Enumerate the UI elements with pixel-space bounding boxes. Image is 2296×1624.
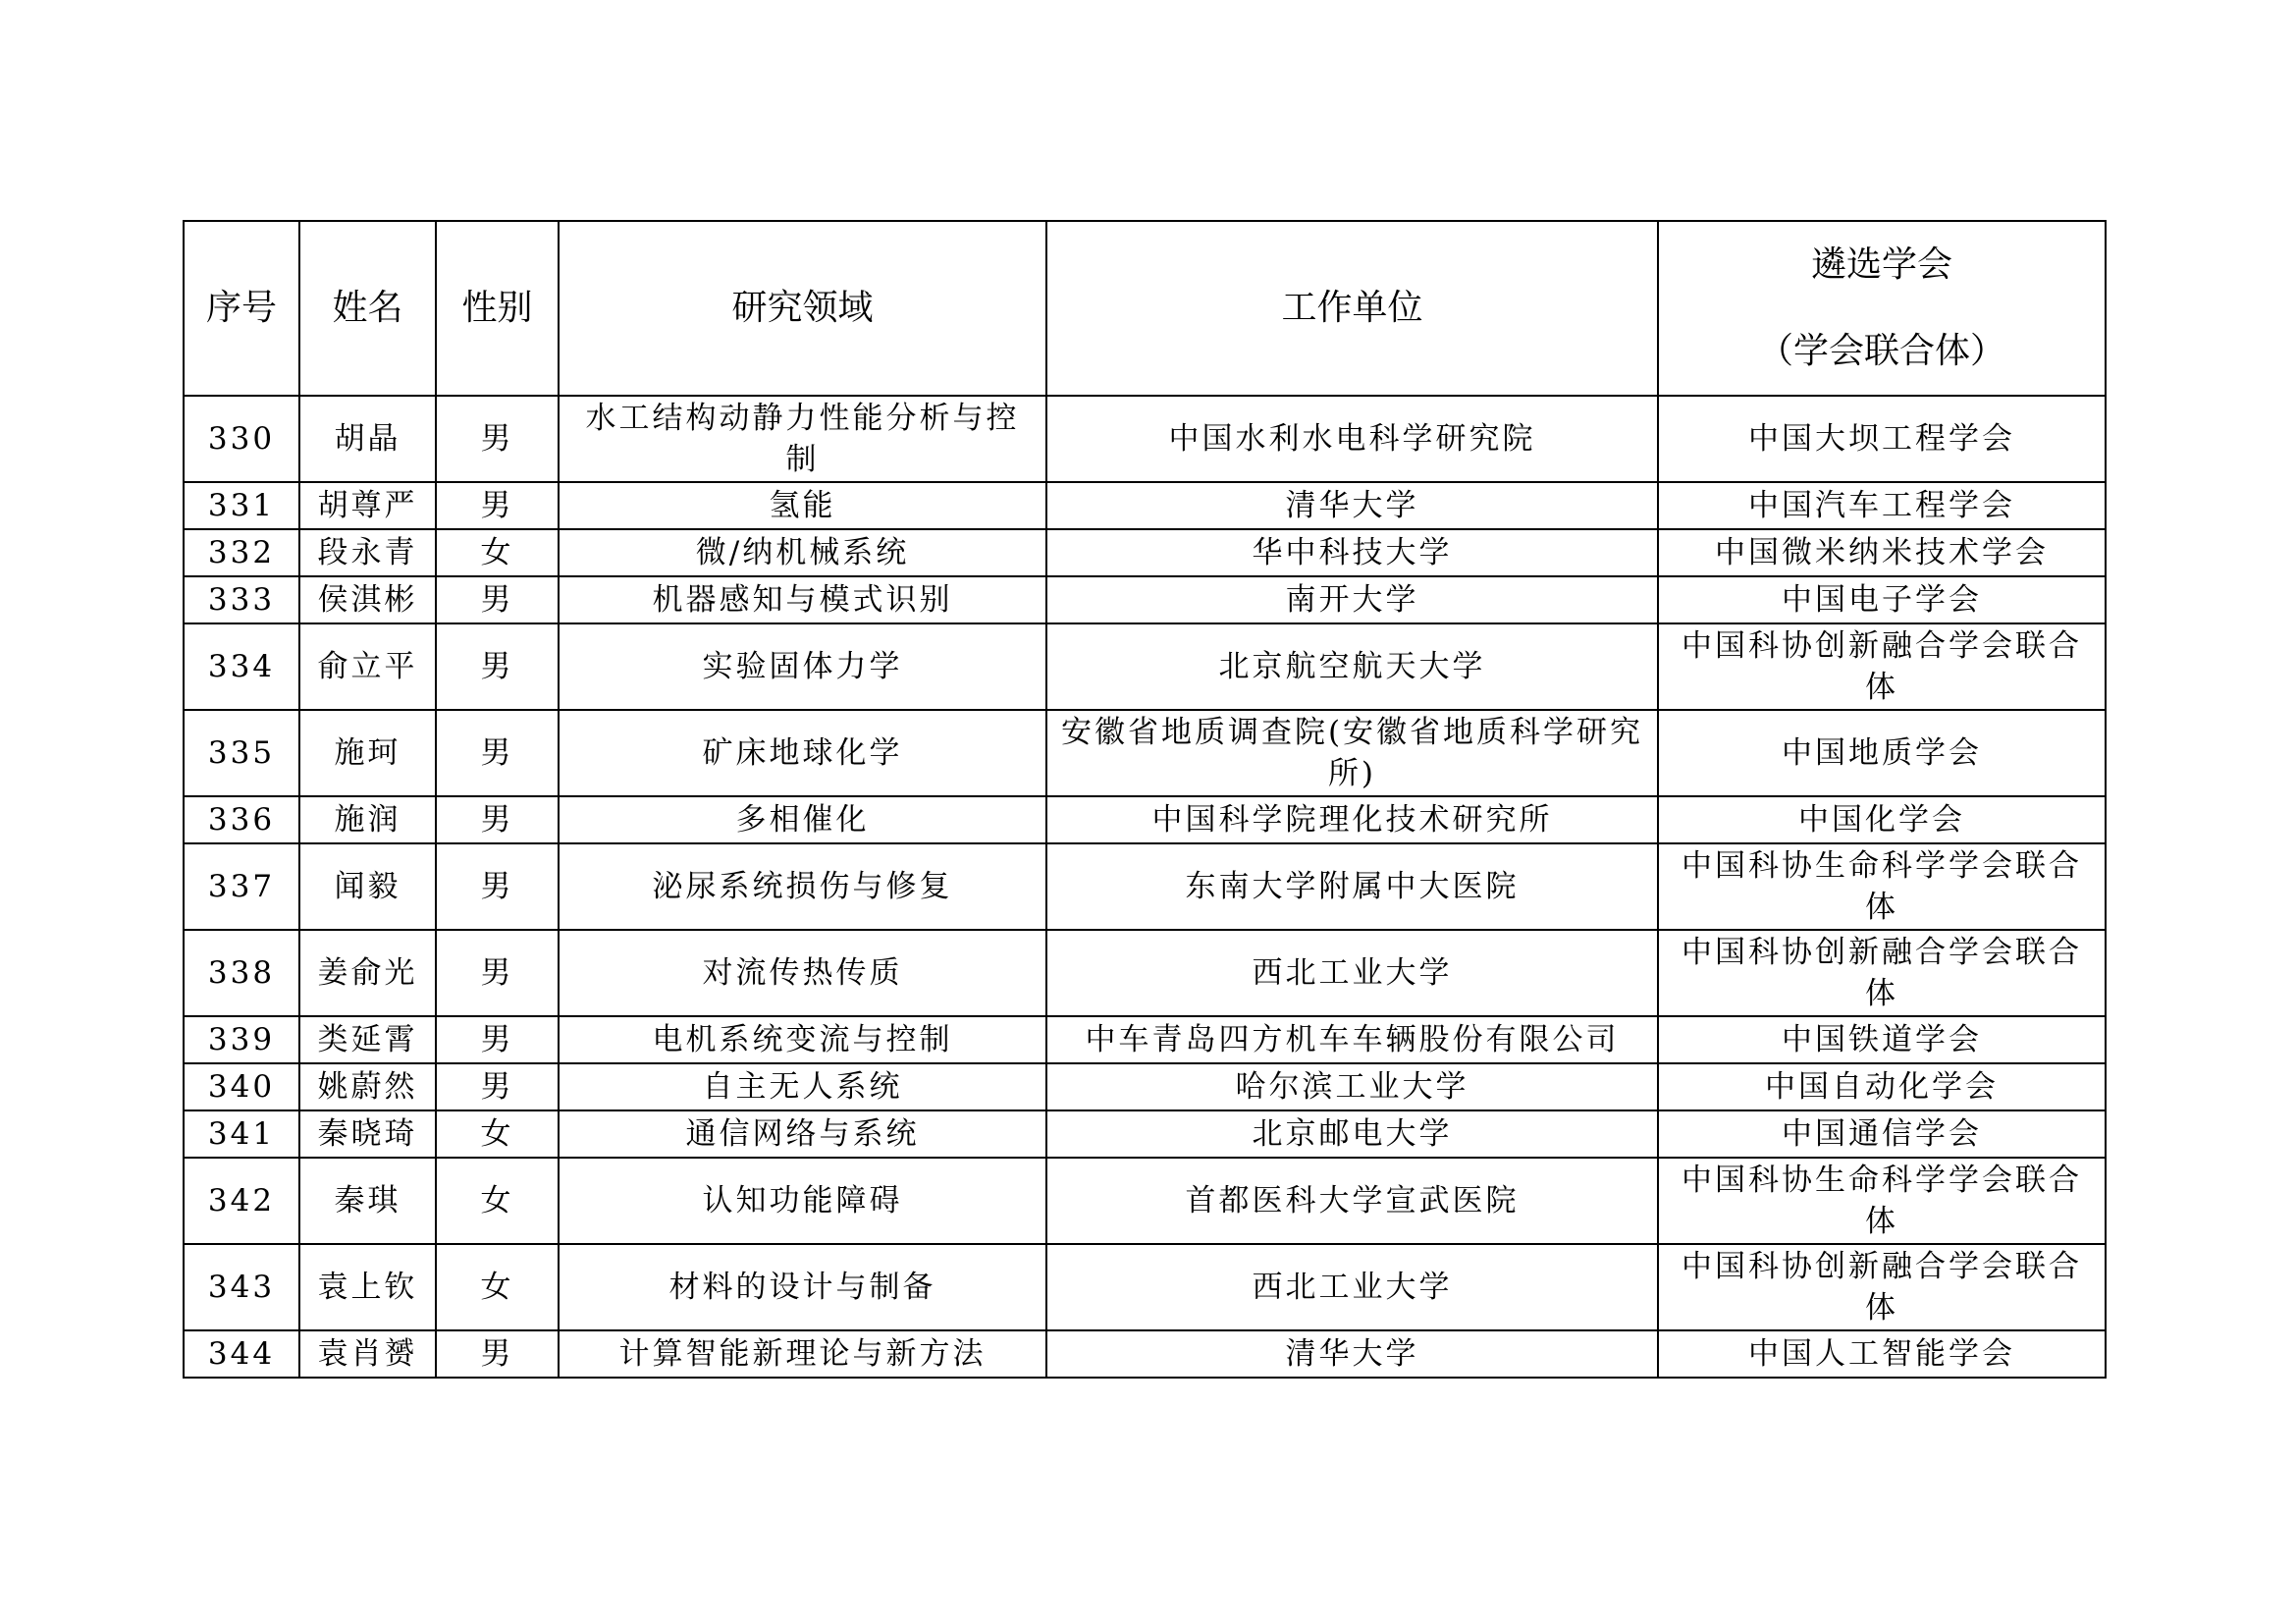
cell-field: 氢能	[559, 482, 1046, 529]
cell-society: 中国科协创新融合学会联合体	[1658, 930, 2106, 1016]
cell-index: 337	[184, 843, 299, 930]
cell-society: 中国汽车工程学会	[1658, 482, 2106, 529]
cell-gender: 男	[436, 1063, 559, 1110]
table-row	[184, 930, 2106, 1016]
cell-society: 中国微米纳米技术学会	[1658, 529, 2106, 576]
cell-employer: 华中科技大学	[1046, 529, 1658, 576]
header-index: 序号	[184, 221, 299, 396]
cell-name: 段永青	[299, 529, 436, 576]
cell-name: 姚蔚然	[299, 1063, 436, 1110]
table-row	[184, 796, 2106, 843]
table-row	[184, 623, 2106, 710]
cell-employer: 清华大学	[1046, 1330, 1658, 1378]
cell-name: 胡尊严	[299, 482, 436, 529]
cell-name: 施润	[299, 796, 436, 843]
cell-index: 342	[184, 1158, 299, 1244]
cell-society: 中国大坝工程学会	[1658, 396, 2106, 482]
table-row	[184, 1110, 2106, 1158]
cell-gender: 男	[436, 1330, 559, 1378]
cell-name: 秦琪	[299, 1158, 436, 1244]
cell-gender: 女	[436, 529, 559, 576]
cell-index: 334	[184, 623, 299, 710]
cell-name: 袁肖赟	[299, 1330, 436, 1378]
table-row	[184, 710, 2106, 796]
header-society-line2: （学会联合体）	[1757, 331, 2005, 371]
cell-employer: 安徽省地质调查院(安徽省地质科学研究所)	[1046, 710, 1658, 796]
cell-name: 胡晶	[299, 396, 436, 482]
cell-index: 340	[184, 1063, 299, 1110]
cell-gender: 女	[436, 1158, 559, 1244]
cell-gender: 男	[436, 1016, 559, 1063]
cell-employer: 南开大学	[1046, 576, 1658, 623]
cell-society: 中国地质学会	[1658, 710, 2106, 796]
cell-gender: 男	[436, 796, 559, 843]
table-row	[184, 1016, 2106, 1063]
cell-index: 330	[184, 396, 299, 482]
cell-index: 343	[184, 1244, 299, 1330]
cell-employer: 北京邮电大学	[1046, 1110, 1658, 1158]
cell-name: 侯淇彬	[299, 576, 436, 623]
cell-employer: 西北工业大学	[1046, 930, 1658, 1016]
header-row	[184, 221, 2106, 396]
cell-name: 类延霄	[299, 1016, 436, 1063]
cell-employer: 中国科学院理化技术研究所	[1046, 796, 1658, 843]
table-row	[184, 843, 2106, 930]
cell-employer: 北京航空航天大学	[1046, 623, 1658, 710]
table-row	[184, 1244, 2106, 1330]
cell-gender: 男	[436, 930, 559, 1016]
cell-index: 344	[184, 1330, 299, 1378]
cell-gender: 男	[436, 482, 559, 529]
cell-employer: 清华大学	[1046, 482, 1658, 529]
cell-society: 中国人工智能学会	[1658, 1330, 2106, 1378]
cell-field: 对流传热传质	[559, 930, 1046, 1016]
cell-index: 331	[184, 482, 299, 529]
cell-field: 自主无人系统	[559, 1063, 1046, 1110]
header-name: 姓名	[299, 221, 436, 396]
cell-employer: 哈尔滨工业大学	[1046, 1063, 1658, 1110]
table-row	[184, 1158, 2106, 1244]
cell-field: 微/纳机械系统	[559, 529, 1046, 576]
cell-society: 中国化学会	[1658, 796, 2106, 843]
table-row	[184, 576, 2106, 623]
cell-employer: 东南大学附属中大医院	[1046, 843, 1658, 930]
table-row	[184, 396, 2106, 482]
cell-society: 中国科协生命科学学会联合体	[1658, 843, 2106, 930]
header-employer: 工作单位	[1046, 221, 1658, 396]
cell-name: 袁上钦	[299, 1244, 436, 1330]
header-society	[1658, 221, 2106, 396]
cell-field: 计算智能新理论与新方法	[559, 1330, 1046, 1378]
cell-field: 多相催化	[559, 796, 1046, 843]
header-gender: 性别	[436, 221, 559, 396]
cell-society: 中国科协生命科学学会联合体	[1658, 1158, 2106, 1244]
cell-field: 水工结构动静力性能分析与控制	[559, 396, 1046, 482]
cell-society: 中国自动化学会	[1658, 1063, 2106, 1110]
cell-index: 336	[184, 796, 299, 843]
cell-society: 中国通信学会	[1658, 1110, 2106, 1158]
cell-employer: 中车青岛四方机车车辆股份有限公司	[1046, 1016, 1658, 1063]
cell-field: 电机系统变流与控制	[559, 1016, 1046, 1063]
cell-index: 338	[184, 930, 299, 1016]
cell-field: 通信网络与系统	[559, 1110, 1046, 1158]
table-header	[184, 221, 2106, 396]
cell-index: 333	[184, 576, 299, 623]
cell-name: 施珂	[299, 710, 436, 796]
cell-gender: 男	[436, 576, 559, 623]
table-row	[184, 529, 2106, 576]
cell-employer: 西北工业大学	[1046, 1244, 1658, 1330]
cell-field: 机器感知与模式识别	[559, 576, 1046, 623]
cell-employer: 中国水利水电科学研究院	[1046, 396, 1658, 482]
cell-name: 闻毅	[299, 843, 436, 930]
cell-gender: 男	[436, 843, 559, 930]
cell-index: 335	[184, 710, 299, 796]
cell-field: 材料的设计与制备	[559, 1244, 1046, 1330]
cell-society: 中国科协创新融合学会联合体	[1658, 623, 2106, 710]
cell-gender: 男	[436, 396, 559, 482]
roster-table	[183, 220, 2107, 1379]
table-row	[184, 482, 2106, 529]
table-body	[184, 396, 2106, 1378]
cell-employer: 首都医科大学宣武医院	[1046, 1158, 1658, 1244]
cell-index: 341	[184, 1110, 299, 1158]
cell-field: 矿床地球化学	[559, 710, 1046, 796]
cell-gender: 男	[436, 710, 559, 796]
cell-society: 中国铁道学会	[1658, 1016, 2106, 1063]
cell-index: 332	[184, 529, 299, 576]
cell-society: 中国电子学会	[1658, 576, 2106, 623]
cell-gender: 女	[436, 1110, 559, 1158]
cell-field: 认知功能障碍	[559, 1158, 1046, 1244]
cell-gender: 女	[436, 1244, 559, 1330]
cell-gender: 男	[436, 623, 559, 710]
header-field: 研究领域	[559, 221, 1046, 396]
header-society-line1: 遴选学会	[1810, 244, 1952, 285]
cell-name: 俞立平	[299, 623, 436, 710]
table-row	[184, 1330, 2106, 1378]
cell-field: 泌尿系统损伤与修复	[559, 843, 1046, 930]
cell-society: 中国科协创新融合学会联合体	[1658, 1244, 2106, 1330]
table-row	[184, 1063, 2106, 1110]
cell-field: 实验固体力学	[559, 623, 1046, 710]
cell-name: 秦晓琦	[299, 1110, 436, 1158]
cell-index: 339	[184, 1016, 299, 1063]
cell-name: 姜俞光	[299, 930, 436, 1016]
